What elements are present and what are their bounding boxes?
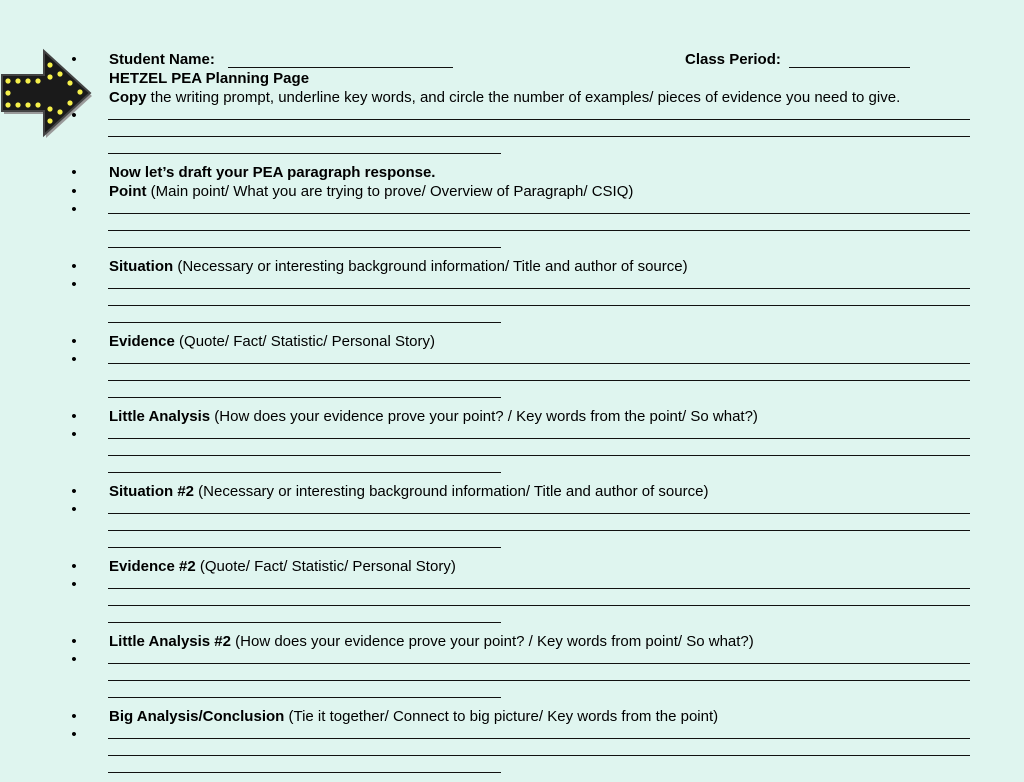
section-label: Situation #2: [109, 483, 195, 500]
answer-line[interactable]: [0, 726, 1024, 743]
planning-page: [0, 50, 1024, 782]
writing-line[interactable]: [108, 455, 970, 456]
pea-section: [0, 332, 1024, 407]
answer-line[interactable]: [0, 310, 1024, 327]
pea-section: [0, 632, 1024, 707]
section-heading-row: [0, 632, 1024, 651]
writing-line[interactable]: [108, 213, 970, 214]
writing-line[interactable]: [108, 697, 501, 698]
section-description: (How does your evidence prove your point? / Key words from point/ So what?): [231, 633, 754, 650]
answer-line[interactable]: [0, 685, 1024, 702]
answer-line[interactable]: [0, 518, 1024, 535]
answer-line[interactable]: [0, 385, 1024, 402]
writing-line[interactable]: [108, 153, 501, 154]
bullet: •: [71, 201, 77, 218]
copy-bold-label: Copy: [109, 89, 147, 106]
bullet: •: [71, 651, 77, 668]
bullet: •: [71, 107, 77, 124]
bullet: •: [71, 501, 77, 518]
section-heading: [109, 182, 633, 201]
section-heading: [109, 482, 708, 501]
student-name-label: Student Name:: [109, 51, 215, 68]
section-heading: [109, 632, 754, 651]
pea-section: [0, 407, 1024, 482]
title-row: [0, 69, 1024, 88]
answer-line[interactable]: [0, 426, 1024, 443]
writing-line[interactable]: [108, 772, 501, 773]
answer-line[interactable]: [0, 368, 1024, 385]
writing-line[interactable]: [108, 755, 970, 756]
section-description: (Tie it together/ Connect to big picture/ Key words from the point): [284, 708, 719, 725]
writing-line[interactable]: [108, 380, 970, 381]
section-description: (How does your evidence prove your point? / Key words from the point/ So what?): [210, 408, 758, 425]
student-info-row: [0, 50, 1024, 69]
writing-line[interactable]: [108, 363, 970, 364]
writing-line[interactable]: [108, 230, 970, 231]
section-heading-row: [0, 257, 1024, 276]
writing-line[interactable]: [108, 438, 970, 439]
draft-heading: Now let’s draft your PEA paragraph response.: [109, 164, 436, 181]
copy-instruction-row: [0, 88, 1024, 107]
class-period-field[interactable]: [789, 67, 910, 68]
copy-instruction-text: the writing prompt, underline key words, and circle the number of examples/ pieces of evidence you need to give.: [146, 89, 901, 106]
bullet: •: [71, 633, 77, 650]
section-heading-row: [0, 557, 1024, 576]
writing-line[interactable]: [108, 119, 970, 120]
section-label: Situation: [109, 258, 174, 275]
section-heading-row: [0, 407, 1024, 426]
writing-line[interactable]: [108, 588, 970, 589]
section-label: Little Analysis: [109, 408, 211, 425]
answer-line[interactable]: [0, 107, 1024, 124]
bullet: •: [71, 708, 77, 725]
answer-line[interactable]: [0, 276, 1024, 293]
writing-line[interactable]: [108, 680, 970, 681]
writing-line[interactable]: [108, 663, 970, 664]
section-description: (Quote/ Fact/ Statistic/ Personal Story): [195, 558, 456, 575]
answer-line[interactable]: [0, 218, 1024, 235]
answer-line[interactable]: [0, 668, 1024, 685]
writing-line[interactable]: [108, 622, 501, 623]
answer-line[interactable]: [0, 293, 1024, 310]
answer-line[interactable]: [0, 460, 1024, 477]
answer-line[interactable]: [0, 743, 1024, 760]
answer-line[interactable]: [0, 535, 1024, 552]
section-label: Big Analysis/Conclusion: [109, 708, 285, 725]
writing-line[interactable]: [108, 397, 501, 398]
prompt-writing-lines[interactable]: [0, 107, 1024, 163]
section-heading: [109, 557, 456, 576]
page-title: HETZEL PEA Planning Page: [109, 70, 310, 87]
writing-line[interactable]: [108, 322, 501, 323]
section-heading: [109, 707, 718, 726]
section-heading: [109, 407, 758, 426]
answer-line[interactable]: [0, 593, 1024, 610]
section-label: Evidence: [109, 333, 175, 350]
writing-line[interactable]: [108, 605, 970, 606]
writing-line[interactable]: [108, 305, 970, 306]
writing-line[interactable]: [108, 530, 970, 531]
class-period-label: Class Period:: [685, 51, 781, 68]
answer-line[interactable]: [0, 610, 1024, 627]
answer-line[interactable]: [0, 501, 1024, 518]
bullet: •: [71, 333, 77, 350]
answer-line[interactable]: [0, 443, 1024, 460]
writing-line[interactable]: [108, 288, 970, 289]
answer-line[interactable]: [0, 760, 1024, 777]
section-label: Little Analysis #2: [109, 633, 231, 650]
section-label: Evidence #2: [109, 558, 196, 575]
section-description: (Quote/ Fact/ Statistic/ Personal Story): [174, 333, 435, 350]
pea-sections: [0, 182, 1024, 782]
student-name-field[interactable]: [228, 67, 453, 68]
bullet: •: [71, 351, 77, 368]
answer-line[interactable]: [0, 201, 1024, 218]
writing-line[interactable]: [108, 472, 501, 473]
pea-section: [0, 482, 1024, 557]
bullet: •: [71, 183, 77, 200]
answer-line[interactable]: [0, 124, 1024, 141]
section-heading: [109, 332, 435, 351]
section-description: (Necessary or interesting background information/ Title and author of source): [173, 258, 688, 275]
section-heading-row: [0, 482, 1024, 501]
writing-line[interactable]: [108, 247, 501, 248]
section-heading-row: [0, 182, 1024, 201]
draft-heading-row: [0, 163, 1024, 182]
answer-line[interactable]: [0, 651, 1024, 668]
bullet: •: [71, 258, 77, 275]
section-heading: [109, 257, 688, 276]
bullet: •: [71, 426, 77, 443]
copy-instruction: [109, 88, 900, 107]
bullet: •: [71, 276, 77, 293]
bullet: •: [71, 576, 77, 593]
writing-line[interactable]: [108, 547, 501, 548]
answer-line[interactable]: [0, 576, 1024, 593]
section-heading-row: [0, 332, 1024, 351]
writing-line[interactable]: [108, 513, 970, 514]
pea-section: [0, 257, 1024, 332]
bullet: •: [71, 726, 77, 743]
writing-line[interactable]: [108, 738, 970, 739]
section-heading-row: [0, 707, 1024, 726]
bullet: •: [71, 408, 77, 425]
bullet: •: [71, 164, 77, 181]
answer-line[interactable]: [0, 351, 1024, 368]
pea-section: [0, 707, 1024, 782]
bullet: •: [71, 483, 77, 500]
pea-section: [0, 557, 1024, 632]
section-label: Point: [109, 183, 147, 200]
section-description: (Main point/ What you are trying to prove/ Overview of Paragraph/ CSIQ): [146, 183, 634, 200]
bullet: •: [71, 51, 77, 68]
bullet: •: [71, 558, 77, 575]
pea-section: [0, 182, 1024, 257]
answer-line[interactable]: [0, 235, 1024, 252]
section-description: (Necessary or interesting background information/ Title and author of source): [194, 483, 709, 500]
writing-line[interactable]: [108, 136, 970, 137]
answer-line[interactable]: [0, 141, 1024, 158]
